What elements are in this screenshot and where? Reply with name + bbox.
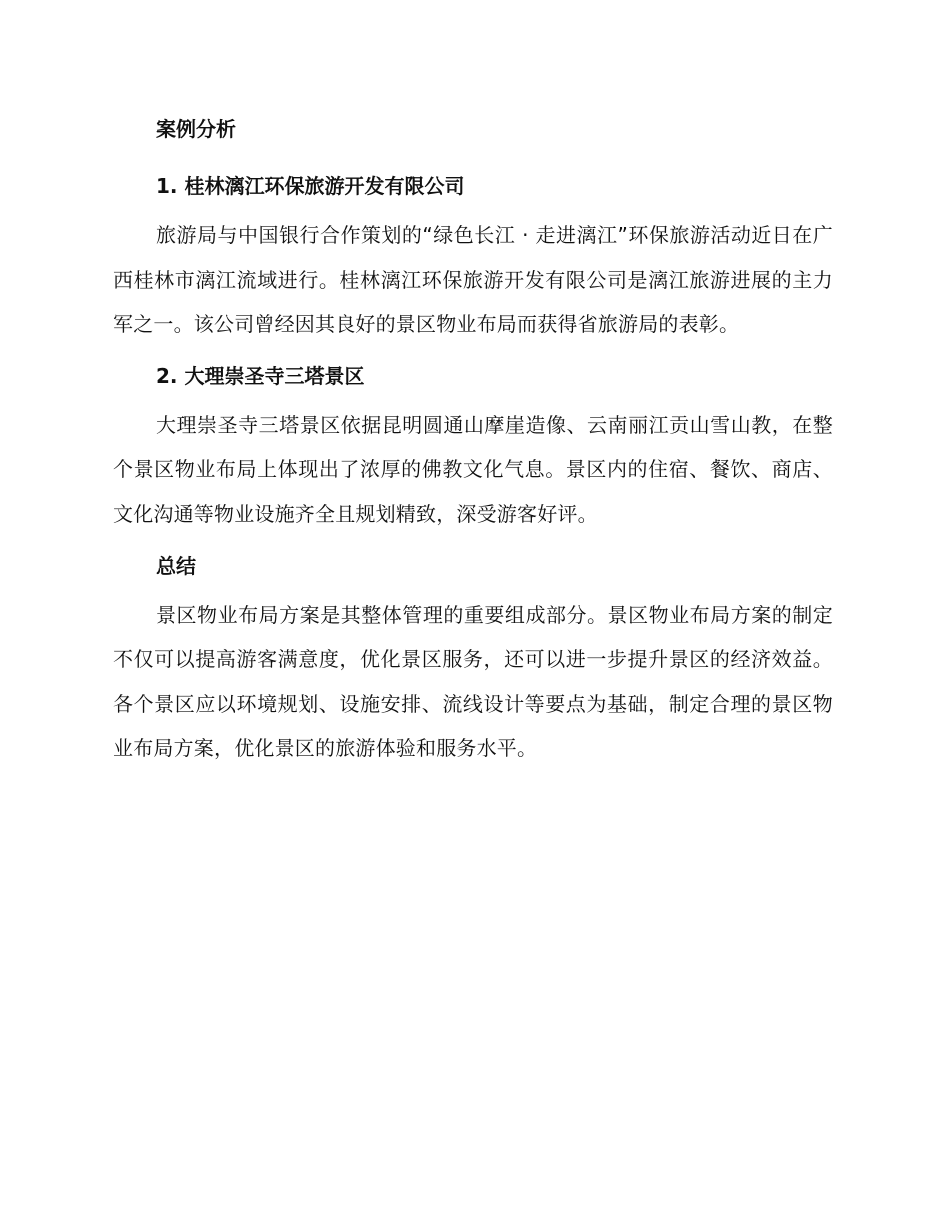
summary-paragraph: 景区物业布局方案是其整体管理的重要组成部分。景区物业布局方案的制定不仅可以提高游客满意度，优化景区服务，还可以进一步提升景区的经济效益。各个景区应以环境规划、设施安排、流线设计等要点为基础，制定合理的景区物业布局方案，优化景区的旅游体验和服务水平。 xyxy=(113,602,833,761)
section-title: 案例分析 xyxy=(156,117,236,141)
case2-heading: 2. 大理崇圣寺三塔景区 xyxy=(156,363,365,388)
case2-paragraph: 大理崇圣寺三塔景区依据昆明圆通山摩崖造像、云南丽江贡山雪山教，在整个景区物业布局上体现出了浓厚的佛教文化气息。景区内的住宿、餐饮、商店、文化沟通等物业设施齐全且规划精致，深受游客好评。 xyxy=(113,412,833,526)
summary-heading: 总结 xyxy=(156,553,196,578)
case1-heading: 1. 桂林漓江环保旅游开发有限公司 xyxy=(156,174,465,198)
case1-paragraph: 旅游局与中国银行合作策划的“绿色长江 · 走进漓江”环保旅游活动近日在广西桂林市漓江流域进行。桂林漓江环保旅游开发有限公司是漓江旅游进展的主力军之一。该公司曾经因其良好的景区物业布局而获得省旅游局的表彰。 xyxy=(113,223,833,337)
document-content xyxy=(113,108,833,771)
